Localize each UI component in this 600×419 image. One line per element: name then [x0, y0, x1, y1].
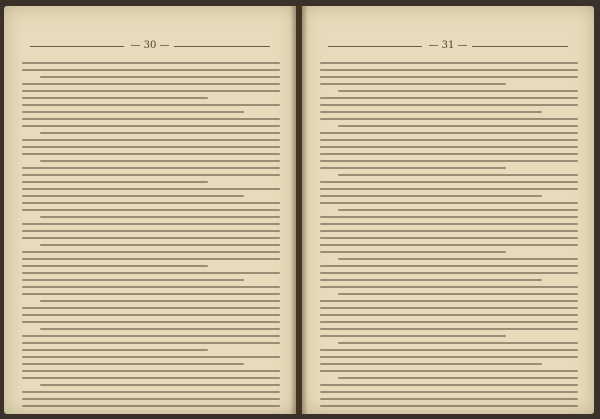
text-line [338, 342, 578, 344]
text-line [22, 307, 280, 309]
text-line [22, 251, 280, 253]
text-line [40, 384, 280, 386]
right-page [302, 6, 594, 414]
text-line [320, 335, 506, 337]
text-line [320, 405, 578, 407]
text-line [338, 258, 578, 260]
text-line [22, 272, 280, 274]
text-line [22, 398, 280, 400]
book-gutter [290, 6, 308, 414]
text-line [22, 223, 280, 225]
text-line [22, 118, 280, 120]
text-line [320, 195, 542, 197]
text-line [22, 125, 280, 127]
left-page [4, 6, 296, 414]
text-line [22, 97, 208, 99]
text-line [22, 370, 280, 372]
right-page-number: — 31 — [422, 40, 473, 51]
text-line [320, 244, 578, 246]
text-line [320, 230, 578, 232]
text-line [320, 272, 578, 274]
text-line [320, 69, 578, 71]
text-line [320, 384, 578, 386]
text-line [320, 62, 578, 64]
text-line [320, 279, 542, 281]
text-line [22, 153, 280, 155]
text-line [320, 251, 506, 253]
text-line [320, 223, 578, 225]
text-line [320, 139, 578, 141]
text-line [320, 398, 578, 400]
text-line [40, 216, 280, 218]
text-line [40, 328, 280, 330]
text-line [320, 160, 578, 162]
text-line [320, 202, 578, 204]
text-line [22, 188, 280, 190]
text-line [320, 104, 578, 106]
text-line [320, 118, 578, 120]
text-line [22, 195, 244, 197]
text-line [22, 377, 280, 379]
text-line [22, 230, 280, 232]
text-line [22, 104, 280, 106]
text-line [320, 181, 578, 183]
right-page-text [320, 62, 578, 404]
text-line [320, 314, 578, 316]
text-line [22, 335, 280, 337]
text-line [338, 174, 578, 176]
text-line [40, 76, 280, 78]
header-rule-right [174, 46, 270, 47]
text-line [320, 356, 578, 358]
text-line [40, 132, 280, 134]
header-rule-right [472, 46, 568, 47]
text-line [320, 167, 506, 169]
text-line [22, 349, 208, 351]
text-line [320, 363, 542, 365]
text-line [22, 237, 280, 239]
text-line [22, 167, 280, 169]
text-line [22, 69, 280, 71]
text-line [40, 160, 280, 162]
text-line [320, 146, 578, 148]
text-line [320, 370, 578, 372]
text-line [22, 342, 280, 344]
text-line [320, 300, 578, 302]
text-line [320, 97, 578, 99]
text-line [22, 202, 280, 204]
text-line [338, 90, 578, 92]
text-line [22, 111, 244, 113]
header-rule-left [30, 46, 126, 47]
text-line [338, 125, 578, 127]
left-page-number: — 30 — [124, 40, 175, 51]
right-page-header [316, 40, 580, 51]
text-line [320, 216, 578, 218]
text-line [22, 314, 280, 316]
text-line [320, 328, 578, 330]
text-line [338, 377, 578, 379]
text-line [22, 293, 280, 295]
text-line [320, 286, 578, 288]
text-line [320, 349, 578, 351]
text-line [320, 76, 578, 78]
text-line [320, 265, 578, 267]
text-line [22, 265, 208, 267]
text-line [320, 188, 578, 190]
text-line [22, 209, 280, 211]
text-line [22, 174, 280, 176]
text-line [320, 153, 578, 155]
text-line [22, 139, 280, 141]
text-line [22, 405, 280, 407]
text-line [320, 307, 578, 309]
text-line [22, 391, 280, 393]
header-rule-left [328, 46, 424, 47]
text-line [22, 286, 280, 288]
text-line [320, 111, 542, 113]
text-line [22, 181, 208, 183]
text-line [22, 258, 280, 260]
text-line [320, 83, 506, 85]
text-line [40, 244, 280, 246]
text-line [22, 90, 280, 92]
text-line [320, 391, 578, 393]
text-line [22, 83, 280, 85]
text-line [320, 132, 578, 134]
text-line [338, 209, 578, 211]
left-page-header [18, 40, 282, 51]
left-page-text [22, 62, 280, 404]
text-line [22, 321, 280, 323]
text-line [320, 237, 578, 239]
text-line [320, 321, 578, 323]
text-line [22, 279, 244, 281]
text-line [40, 300, 280, 302]
text-line [22, 146, 280, 148]
text-line [22, 62, 280, 64]
text-line [22, 356, 280, 358]
text-line [338, 293, 578, 295]
text-line [22, 363, 244, 365]
